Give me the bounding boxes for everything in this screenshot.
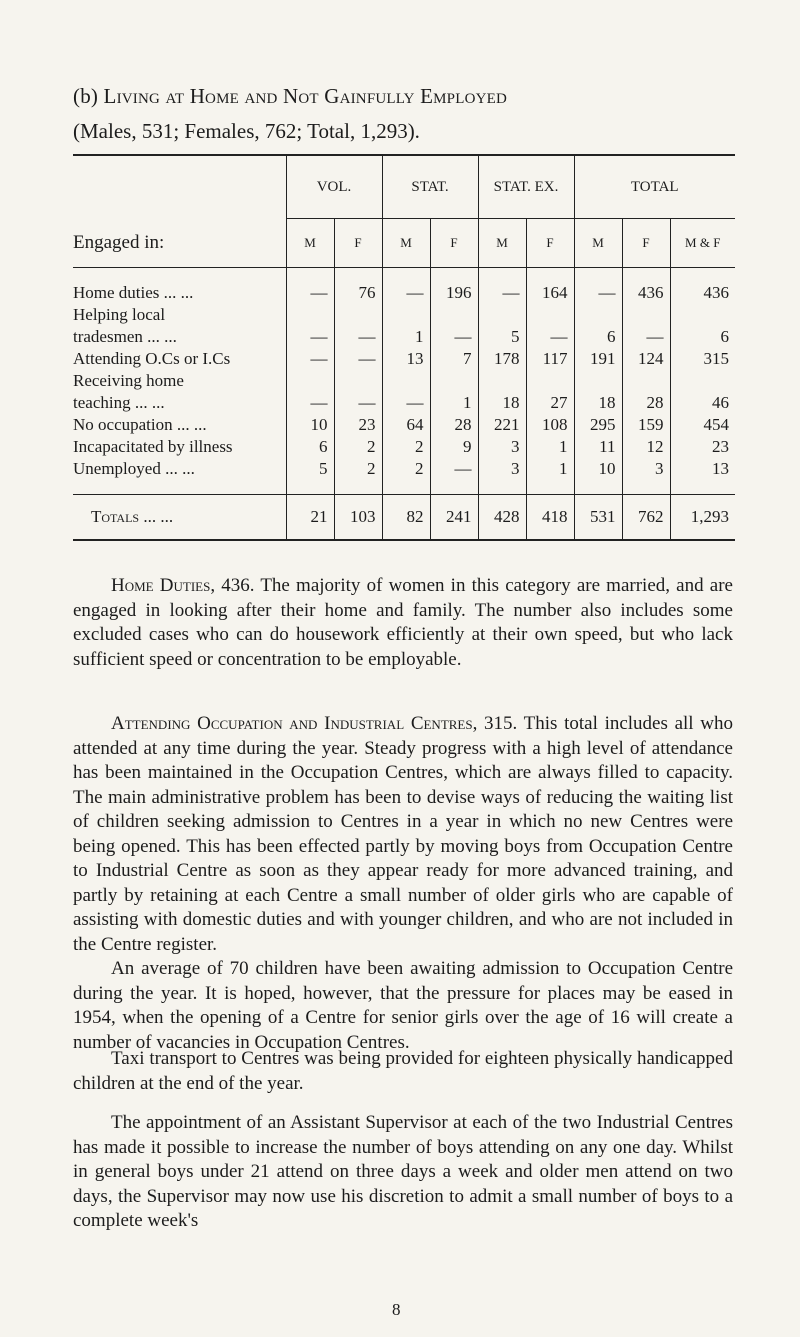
paragraph-taxi-transport: Taxi transport to Centres was being provided for eighteen physically handicapped children at the end of the year. [73, 1048, 733, 1094]
total-cell: 241 [430, 495, 478, 541]
cell: 18 [574, 370, 622, 414]
paragraph-lead: Attending Occupation and Industrial Centres, 315. [111, 713, 518, 734]
cell: 315 [703, 349, 729, 368]
cell: — [286, 348, 334, 370]
cell: 1 [526, 436, 574, 458]
cell: 5 [286, 458, 334, 480]
table-row [73, 304, 735, 348]
group-header-stat-ex: STAT. EX. [478, 156, 574, 219]
cell: — [382, 370, 430, 414]
section-heading-text: Living at Home and Not Gainfully Employed [103, 84, 508, 108]
table-row [73, 436, 735, 458]
paragraph-assistant-supervisor: The appointment of an Assistant Supervisor at each of the two Industrial Centres has made it possible to increase the number of boys attending on any one day. Whilst in general boys under 21 attend on three days a week and older men attend on two days, the Supervisor may now use his discretion to admit a small number of boys to a complete week's [73, 1112, 733, 1231]
cell: 28 [622, 370, 670, 414]
table-row [73, 370, 735, 414]
cell: 23 [334, 414, 382, 436]
sub-header: M [286, 219, 334, 268]
total-cell: 1,293 [670, 495, 735, 541]
cell: — [334, 370, 382, 414]
row-label: Home duties ... ... [73, 282, 286, 304]
cell: 3 [478, 458, 526, 480]
cell: 11 [574, 436, 622, 458]
cell: 6 [720, 327, 729, 346]
cell: 13 [712, 459, 729, 478]
cell: — [334, 348, 382, 370]
sub-header: F [430, 219, 478, 268]
cell: 5 [478, 304, 526, 348]
paragraph-text: This total includes all who attended at any time during the year. Steady progress with a high level of attendance has been maintained in the Occupation Centres, which are always filled to capacity. The main administrative problem has been to devise ways of reducing the waiting list of children seeking admission to Centres in a year in which no new Centres were being opened. This has been effected partly by moving boys from Occupation Centre to Industrial Centre as soon as they appear ready for more advanced training, and partly by retaining at each Centre a small number of older girls who are capable of assisting with domestic duties and with younger children, and who are not included in the Centre register. [73, 713, 733, 955]
totals-row [73, 495, 735, 541]
total-cell: 82 [382, 495, 430, 541]
cell: 2 [382, 436, 430, 458]
cell: 164 [526, 282, 574, 304]
group-header-total: TOTAL [574, 156, 735, 219]
table-row [73, 414, 735, 436]
cell: — [382, 282, 430, 304]
cell: 12 [622, 436, 670, 458]
cell: 2 [382, 458, 430, 480]
cell: 108 [526, 414, 574, 436]
cell: 64 [382, 414, 430, 436]
totals-label: Totals ... ... [73, 495, 286, 541]
cell: 191 [574, 348, 622, 370]
cell: — [334, 304, 382, 348]
cell: 2 [334, 458, 382, 480]
section-subheading: (Males, 531; Females, 762; Total, 1,293). [73, 119, 420, 143]
cell: 436 [703, 283, 729, 302]
cell: 2 [334, 436, 382, 458]
cell: 124 [622, 348, 670, 370]
row-label-header: Engaged in: [73, 219, 286, 268]
table-row [73, 458, 735, 480]
total-cell: 762 [622, 495, 670, 541]
cell: — [286, 282, 334, 304]
row-label: Receiving home teaching ... ... [73, 370, 286, 414]
cell: 9 [430, 436, 478, 458]
sub-header: M [574, 219, 622, 268]
cell: 3 [622, 458, 670, 480]
cell: — [286, 304, 334, 348]
table-group-header-row [73, 156, 735, 219]
paragraph-attending-centres [73, 712, 733, 957]
group-header-stat: STAT. [382, 156, 478, 219]
row-label: Attending O.Cs or I.Cs [73, 348, 286, 370]
row-label: Unemployed ... ... [73, 458, 286, 480]
cell: 13 [382, 348, 430, 370]
employment-table [73, 154, 735, 541]
cell: 1 [526, 458, 574, 480]
cell: 1 [382, 304, 430, 348]
sub-header: F [622, 219, 670, 268]
cell: 454 [703, 415, 729, 434]
total-cell: 103 [334, 495, 382, 541]
row-label: No occupation ... ... [73, 414, 286, 436]
cell: 178 [478, 348, 526, 370]
paragraph-average-waiting: An average of 70 children have been awaiting admission to Occupation Centre during the year. It is hoped, however, that the pressure for places may be eased in 1954, when the opening of a Centre for senior girls over the age of 16 will create a number of vacancies in Occupation Centres. [73, 958, 733, 1053]
cell: 436 [622, 282, 670, 304]
cell: 295 [574, 414, 622, 436]
cell: 76 [334, 282, 382, 304]
cell: — [526, 304, 574, 348]
total-cell: 418 [526, 495, 574, 541]
section-heading-prefix: (b) [73, 84, 104, 108]
cell: — [574, 282, 622, 304]
cell: 1 [430, 370, 478, 414]
row-label: Helping local tradesmen ... ... [73, 304, 286, 348]
cell: 6 [286, 436, 334, 458]
cell: 221 [478, 414, 526, 436]
cell: 196 [430, 282, 478, 304]
table-sub-header-row [73, 219, 735, 268]
page-number: 8 [392, 1300, 401, 1319]
cell: 10 [574, 458, 622, 480]
section-heading [73, 84, 507, 109]
cell: 27 [526, 370, 574, 414]
paragraph-home-duties [73, 574, 733, 672]
cell: 23 [712, 437, 729, 456]
sub-header: M [382, 219, 430, 268]
cell: — [430, 458, 478, 480]
cell: 117 [526, 348, 574, 370]
cell: 18 [478, 370, 526, 414]
table-row [73, 282, 735, 304]
cell: — [478, 282, 526, 304]
sub-header: F [334, 219, 382, 268]
cell: 159 [622, 414, 670, 436]
total-cell: 21 [286, 495, 334, 541]
table-row [73, 348, 735, 370]
paragraph-text: The majority of women in this category are married, and are engaged in looking after their home and family. The number also includes some excluded cases who can do housework efficiently at their own speed, but who lack sufficient speed or concentration to be employable. [73, 575, 733, 670]
cell: 28 [430, 414, 478, 436]
total-cell: 531 [574, 495, 622, 541]
total-cell: 428 [478, 495, 526, 541]
paragraph-lead: Home Duties, 436. [111, 575, 255, 596]
sub-header: F [526, 219, 574, 268]
group-header-vol: VOL. [286, 156, 382, 219]
cell: 46 [712, 393, 729, 412]
cell: — [286, 370, 334, 414]
sub-header: M [478, 219, 526, 268]
row-label: Incapacitated by illness [73, 436, 286, 458]
cell: 10 [286, 414, 334, 436]
cell: 7 [430, 348, 478, 370]
cell: — [622, 304, 670, 348]
cell: 6 [574, 304, 622, 348]
cell: — [430, 304, 478, 348]
cell: 3 [478, 436, 526, 458]
sub-header: M & F [670, 219, 735, 268]
